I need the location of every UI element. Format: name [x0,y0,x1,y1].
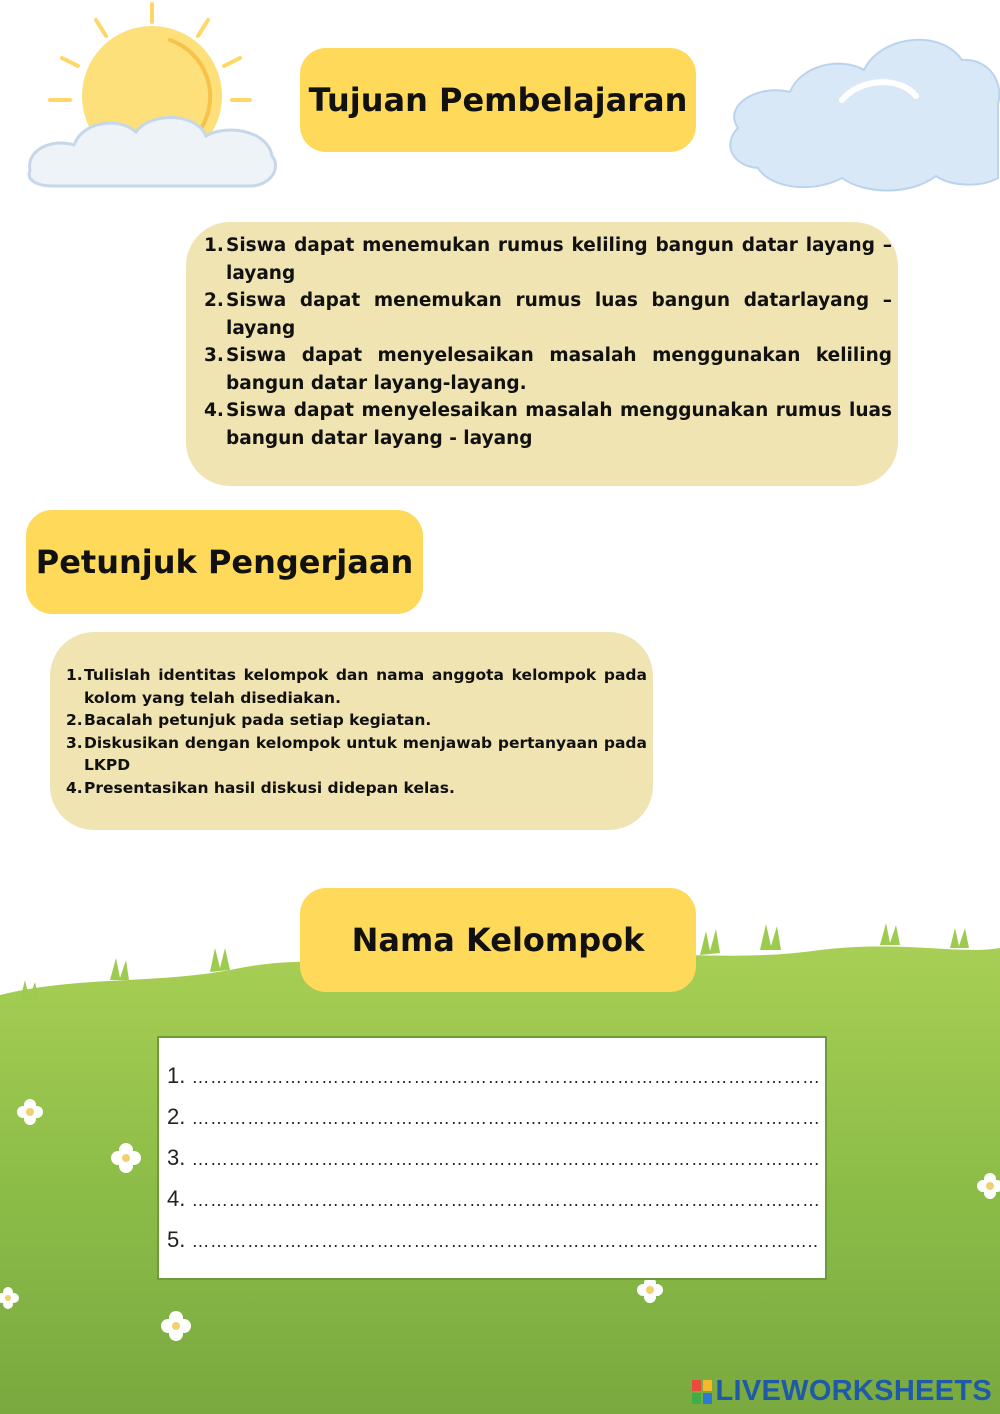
instruction-text: Bacalah petunjuk pada setiap kegiatan. [84,711,432,730]
instruction-text: Presentasikan hasil diskusi didepan kelas. [84,778,455,797]
cloud-icon [29,117,275,186]
list-item: 1. Siswa dapat menemukan rumus keliling bangun datar layang – layang [204,232,892,287]
group-title: Nama Kelompok [300,888,696,992]
objective-text: Siswa dapat menyelesaikan masalah menggunakan rumus luas bangun datar layang - layang [226,400,892,449]
watermark-text: LIVEWORKSHEETS [715,1375,992,1407]
member-field[interactable]: 3. ………………………………………………………………………………………… [167,1145,821,1170]
member-field[interactable]: 5. …………………………………………………………………………….………….. [167,1227,819,1252]
objective-text: Siswa dapat menemukan rumus luas bangun datarlayang – layang [226,290,892,339]
list-item: 3. Diskusikan dengan kelompok untuk menjawab pertanyaan pada LKPD [66,732,647,777]
list-item: 4. Presentasikan hasil diskusi didepan kelas. [66,777,647,800]
list-item: 2. Bacalah petunjuk pada setiap kegiatan. [66,709,647,732]
list-item: 2. Siswa dapat menemukan rumus luas bangun datarlayang – layang [204,287,892,342]
objectives-panel [186,222,898,486]
instructions-list [66,664,647,800]
list-item: 4. Siswa dapat menyelesaikan masalah menggunakan rumus luas bangun datar layang - layang [204,397,892,452]
member-field[interactable]: 1. ………………………………………………………………………………………… [167,1063,821,1088]
group-members-box [157,1036,827,1280]
member-field[interactable]: 2. ………………………………………………………………………………………… [167,1104,821,1129]
liveworksheets-logo-icon [692,1380,712,1404]
objective-text: Siswa dapat menemukan rumus keliling bangun datar layang – layang [226,235,892,284]
liveworksheets-watermark[interactable] [692,1375,993,1408]
list-item: 1. Tulislah identitas kelompok dan nama anggota kelompok pada kolom yang telah disediakan. [66,664,647,709]
member-field[interactable]: 4. ………………………………………………………………………………………… [167,1186,821,1211]
instructions-title: Petunjuk Pengerjaan [26,510,423,614]
objectives-title: Tujuan Pembelajaran [300,48,696,152]
cloud-icon-large [730,40,999,191]
instruction-text: Diskusikan dengan kelompok untuk menjawab pertanyaan pada LKPD [84,733,647,775]
objective-text: Siswa dapat menyelesaikan masalah menggunakan keliling bangun datar layang-layang. [226,345,892,394]
objectives-list [204,232,892,452]
list-item: 3. Siswa dapat menyelesaikan masalah menggunakan keliling bangun datar layang-layang. [204,342,892,397]
instruction-text: Tulislah identitas kelompok dan nama anggota kelompok pada kolom yang telah disediakan. [84,666,647,707]
instructions-panel [50,632,653,830]
